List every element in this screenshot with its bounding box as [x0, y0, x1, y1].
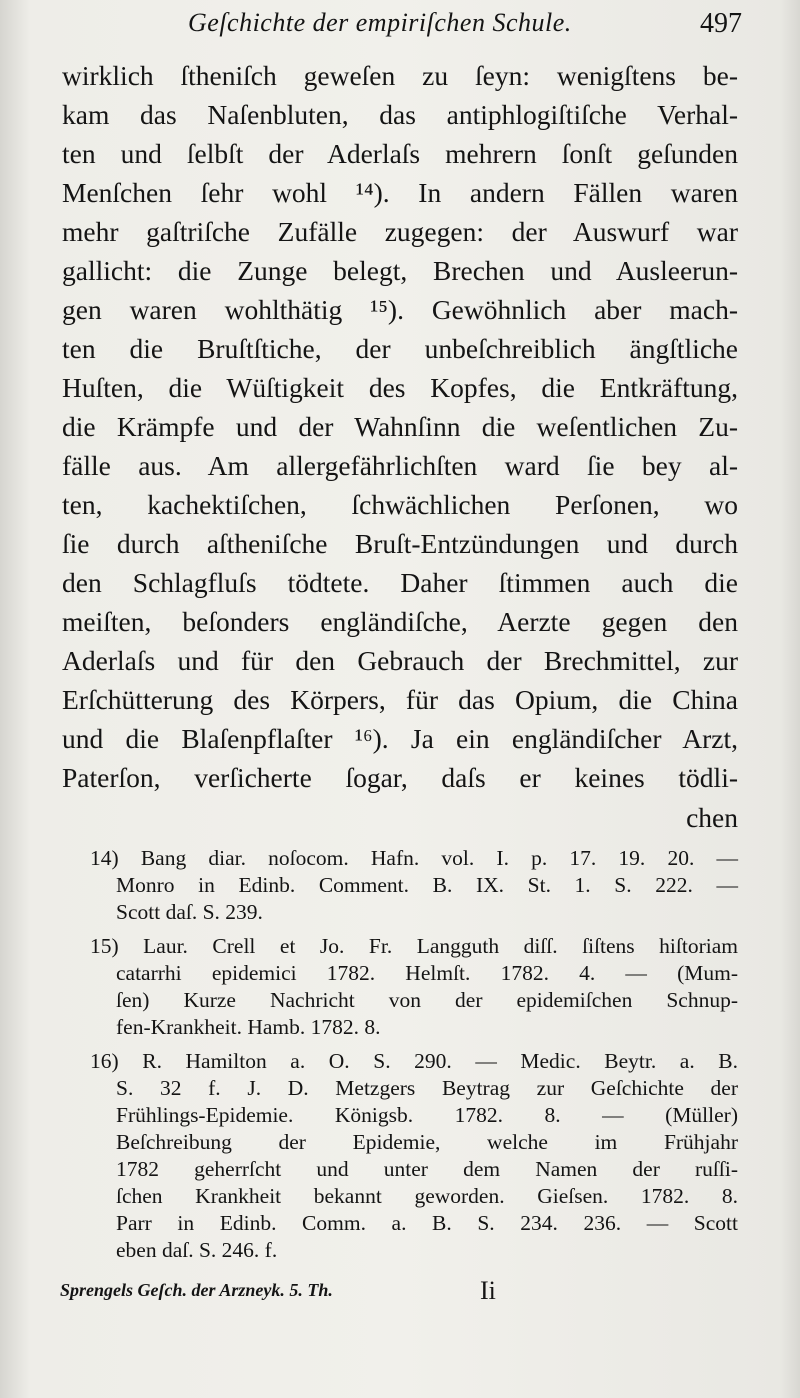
text-line: ten und ſelbſt der Aderlaſs mehrern ſonſt geſunden	[62, 138, 738, 169]
page-footer	[60, 1276, 750, 1312]
footnote-line: 14) Bang diar. noſocom. Hafn. vol. I. p. 17. 19. 20. —	[90, 846, 738, 870]
page-number: 497	[700, 8, 742, 39]
text-line: fälle aus. Am allergefährlichſten ward ſie bey al-	[62, 450, 738, 481]
page-header	[60, 8, 750, 46]
text-line: ten, kachektiſchen, ſchwächlichen Perſonen, wo	[62, 489, 738, 520]
text-line: Erſchütterung des Körpers, für das Opium, die China	[62, 684, 738, 715]
footnote-line: eben daſ. S. 246. f.	[116, 1238, 278, 1262]
catchword: chen	[686, 802, 738, 833]
running-head: Geſchichte der empiriſchen Schule.	[188, 8, 572, 37]
text-line: gen waren wohlthätig ¹⁵). Gewöhnlich aber mach-	[62, 294, 738, 325]
text-line: Huſten, die Wüſtigkeit des Kopfes, die Entkräftung,	[62, 372, 738, 403]
printer-signature: Sprengels Geſch. der Arzneyk. 5. Th.	[60, 1280, 333, 1300]
footnote-line: 15) Laur. Crell et Jo. Fr. Langguth diſſ. ſiſtens hiſtoriam	[90, 934, 738, 958]
footnote-line: ſchen Krankheit bekannt geworden. Gieſsen. 1782. 8.	[116, 1184, 738, 1208]
text-line: mehr gaſtriſche Zufälle zugegen: der Auswurf war	[62, 216, 738, 247]
text-line: und die Blaſenpflaſter ¹⁶). Ja ein engländiſcher Arzt,	[62, 723, 738, 754]
footnote-line: fen-Krankheit. Hamb. 1782. 8.	[116, 1015, 381, 1039]
text-line: gallicht: die Zunge belegt, Brechen und Ausleerun-	[62, 255, 738, 286]
text-line: Aderlaſs und für den Gebrauch der Brechmittel, zur	[62, 645, 738, 676]
footnote-line: Frühlings-Epidemie. Königsb. 1782. 8. — (Müller)	[116, 1103, 738, 1127]
footnote-line: Monro in Edinb. Comment. B. IX. St. 1. S. 222. —	[116, 873, 738, 897]
footnote-line: catarrhi epidemici 1782. Helmſt. 1782. 4. — (Mum-	[116, 961, 738, 985]
footnote-line: ſen) Kurze Nachricht von der epidemiſchen Schnup-	[116, 988, 738, 1012]
text-line: den Schlagfluſs tödtete. Daher ſtimmen auch die	[62, 567, 738, 598]
footnote-line: 1782 geherrſcht und unter dem Namen der ruſſi-	[116, 1157, 738, 1181]
footnote-line: S. 32 f. J. D. Metzgers Beytrag zur Geſchichte der	[116, 1076, 738, 1100]
text-line: Menſchen ſehr wohl ¹⁴). In andern Fällen waren	[62, 177, 738, 208]
text-line: meiſten, beſonders engländiſche, Aerzte gegen den	[62, 606, 738, 637]
footnote-line: Scott daſ. S. 239.	[116, 900, 263, 924]
text-line: kam das Naſenbluten, das antiphlogiſtiſche Verhal-	[62, 99, 738, 130]
footnote-line: Beſchreibung der Epidemie, welche im Frühjahr	[116, 1130, 738, 1154]
text-line: Paterſon, verſicherte ſogar, daſs er keines tödli-	[62, 762, 738, 793]
footnote-line: Parr in Edinb. Comm. a. B. S. 234. 236. — Scott	[116, 1211, 738, 1235]
footnote-line: 16) R. Hamilton a. O. S. 290. — Medic. Beytr. a. B.	[90, 1049, 738, 1073]
signature-mark: Ii	[480, 1276, 496, 1305]
text-line: die Krämpfe und der Wahnſinn die weſentlichen Zu-	[62, 411, 738, 442]
text-line: ten die Bruſtſtiche, der unbeſchreiblich ängſtliche	[62, 333, 738, 364]
text-line: wirklich ſtheniſch geweſen zu ſeyn: wenigſtens be-	[62, 60, 738, 91]
text-line: ſie durch aſtheniſche Bruſt-Entzündungen und durch	[62, 528, 738, 559]
